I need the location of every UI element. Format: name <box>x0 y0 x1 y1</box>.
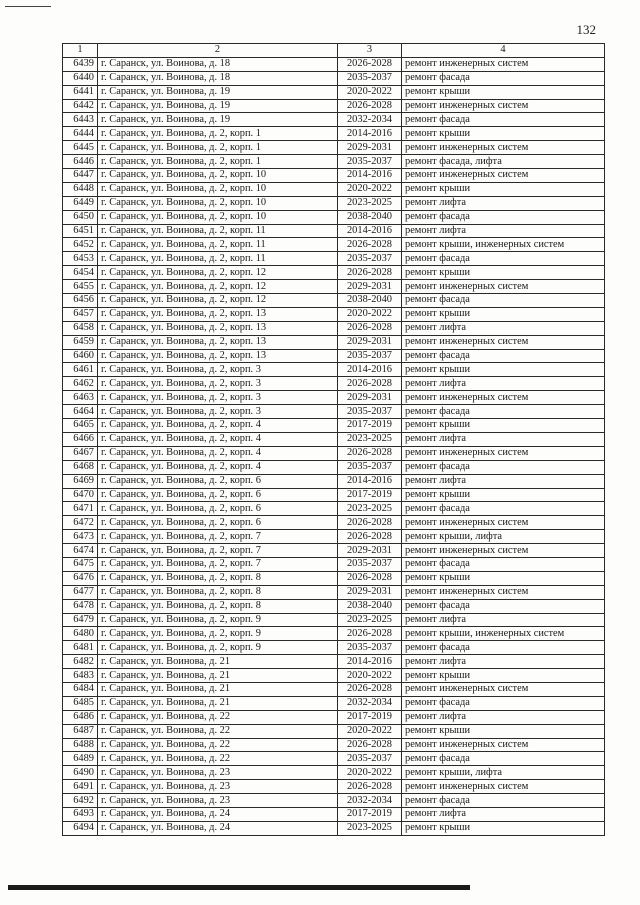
period-cell: 2035-2037 <box>338 71 402 85</box>
column-header-address: 2 <box>98 44 338 58</box>
work-type-cell: ремонт лифта <box>402 807 605 821</box>
address-cell: г. Саранск, ул. Воинова, д. 21 <box>98 696 338 710</box>
work-type-cell: ремонт фасада <box>402 71 605 85</box>
work-type-cell: ремонт лифта <box>402 432 605 446</box>
table-row <box>63 405 605 419</box>
table-row <box>63 446 605 460</box>
work-type-cell: ремонт крыши, инженерных систем <box>402 238 605 252</box>
work-type-cell: ремонт лифта <box>402 613 605 627</box>
table-row <box>63 335 605 349</box>
row-number: 6456 <box>63 294 98 308</box>
row-number: 6477 <box>63 585 98 599</box>
period-cell: 2023-2025 <box>338 613 402 627</box>
table-row <box>63 821 605 835</box>
address-cell: г. Саранск, ул. Воинова, д. 2, корп. 9 <box>98 627 338 641</box>
period-cell: 2017-2019 <box>338 419 402 433</box>
work-type-cell: ремонт фасада <box>402 210 605 224</box>
address-cell: г. Саранск, ул. Воинова, д. 22 <box>98 752 338 766</box>
address-cell: г. Саранск, ул. Воинова, д. 2, корп. 6 <box>98 488 338 502</box>
address-cell: г. Саранск, ул. Воинова, д. 2, корп. 12 <box>98 294 338 308</box>
address-cell: г. Саранск, ул. Воинова, д. 2, корп. 4 <box>98 460 338 474</box>
address-cell: г. Саранск, ул. Воинова, д. 2, корп. 11 <box>98 238 338 252</box>
period-cell: 2035-2037 <box>338 641 402 655</box>
row-number: 6483 <box>63 669 98 683</box>
table-row <box>63 557 605 571</box>
row-number: 6470 <box>63 488 98 502</box>
address-cell: г. Саранск, ул. Воинова, д. 2, корп. 1 <box>98 141 338 155</box>
row-number: 6461 <box>63 363 98 377</box>
period-cell: 2035-2037 <box>338 460 402 474</box>
work-type-cell: ремонт фасада <box>402 349 605 363</box>
period-cell: 2026-2028 <box>338 571 402 585</box>
address-cell: г. Саранск, ул. Воинова, д. 2, корп. 11 <box>98 252 338 266</box>
address-cell: г. Саранск, ул. Воинова, д. 23 <box>98 794 338 808</box>
work-type-cell: ремонт инженерных систем <box>402 682 605 696</box>
work-type-cell: ремонт инженерных систем <box>402 780 605 794</box>
period-cell: 2038-2040 <box>338 210 402 224</box>
address-cell: г. Саранск, ул. Воинова, д. 2, корп. 13 <box>98 349 338 363</box>
address-cell: г. Саранск, ул. Воинова, д. 2, корп. 7 <box>98 530 338 544</box>
period-cell: 2026-2028 <box>338 516 402 530</box>
work-type-cell: ремонт инженерных систем <box>402 446 605 460</box>
row-number: 6484 <box>63 682 98 696</box>
address-cell: г. Саранск, ул. Воинова, д. 22 <box>98 738 338 752</box>
period-cell: 2020-2022 <box>338 182 402 196</box>
address-cell: г. Саранск, ул. Воинова, д. 2, корп. 8 <box>98 571 338 585</box>
table-row <box>63 363 605 377</box>
table-row <box>63 238 605 252</box>
row-number: 6466 <box>63 432 98 446</box>
table-row <box>63 196 605 210</box>
period-cell: 2029-2031 <box>338 141 402 155</box>
row-number: 6490 <box>63 766 98 780</box>
table-row <box>63 460 605 474</box>
address-cell: г. Саранск, ул. Воинова, д. 2, корп. 12 <box>98 280 338 294</box>
period-cell: 2032-2034 <box>338 113 402 127</box>
address-cell: г. Саранск, ул. Воинова, д. 19 <box>98 113 338 127</box>
work-type-cell: ремонт крыши, инженерных систем <box>402 627 605 641</box>
address-cell: г. Саранск, ул. Воинова, д. 2, корп. 7 <box>98 557 338 571</box>
repair-schedule-table <box>62 43 605 836</box>
table-row <box>63 141 605 155</box>
table-row <box>63 794 605 808</box>
address-cell: г. Саранск, ул. Воинова, д. 2, корп. 3 <box>98 391 338 405</box>
period-cell: 2035-2037 <box>338 752 402 766</box>
table-row <box>63 544 605 558</box>
work-type-cell: ремонт фасада <box>402 641 605 655</box>
address-cell: г. Саранск, ул. Воинова, д. 2, корп. 13 <box>98 307 338 321</box>
row-number: 6474 <box>63 544 98 558</box>
table-row <box>63 210 605 224</box>
row-number: 6492 <box>63 794 98 808</box>
work-type-cell: ремонт фасада <box>402 113 605 127</box>
address-cell: г. Саранск, ул. Воинова, д. 2, корп. 8 <box>98 585 338 599</box>
column-header-work-type: 4 <box>402 44 605 58</box>
period-cell: 2032-2034 <box>338 696 402 710</box>
row-number: 6445 <box>63 141 98 155</box>
address-cell: г. Саранск, ул. Воинова, д. 24 <box>98 807 338 821</box>
row-number: 6479 <box>63 613 98 627</box>
table-row <box>63 155 605 169</box>
work-type-cell: ремонт крыши <box>402 266 605 280</box>
table-row <box>63 57 605 71</box>
address-cell: г. Саранск, ул. Воинова, д. 2, корп. 1 <box>98 155 338 169</box>
table-row <box>63 627 605 641</box>
table-row <box>63 780 605 794</box>
row-number: 6473 <box>63 530 98 544</box>
address-cell: г. Саранск, ул. Воинова, д. 18 <box>98 57 338 71</box>
period-cell: 2023-2025 <box>338 196 402 210</box>
row-number: 6453 <box>63 252 98 266</box>
period-cell: 2020-2022 <box>338 669 402 683</box>
work-type-cell: ремонт фасада <box>402 502 605 516</box>
row-number: 6493 <box>63 807 98 821</box>
work-type-cell: ремонт инженерных систем <box>402 99 605 113</box>
period-cell: 2029-2031 <box>338 391 402 405</box>
period-cell: 2029-2031 <box>338 585 402 599</box>
row-number: 6451 <box>63 224 98 238</box>
work-type-cell: ремонт фасада <box>402 294 605 308</box>
row-number: 6471 <box>63 502 98 516</box>
row-number: 6491 <box>63 780 98 794</box>
bottom-scan-edge <box>8 885 470 890</box>
work-type-cell: ремонт крыши <box>402 419 605 433</box>
period-cell: 2035-2037 <box>338 349 402 363</box>
period-cell: 2029-2031 <box>338 335 402 349</box>
address-cell: г. Саранск, ул. Воинова, д. 2, корп. 3 <box>98 377 338 391</box>
table-row <box>63 530 605 544</box>
table-row <box>63 752 605 766</box>
address-cell: г. Саранск, ул. Воинова, д. 2, корп. 11 <box>98 224 338 238</box>
work-type-cell: ремонт инженерных систем <box>402 57 605 71</box>
period-cell: 2020-2022 <box>338 766 402 780</box>
row-number: 6439 <box>63 57 98 71</box>
work-type-cell: ремонт крыши <box>402 307 605 321</box>
row-number: 6481 <box>63 641 98 655</box>
address-cell: г. Саранск, ул. Воинова, д. 23 <box>98 766 338 780</box>
table-row <box>63 807 605 821</box>
row-number: 6444 <box>63 127 98 141</box>
table-row <box>63 669 605 683</box>
address-cell: г. Саранск, ул. Воинова, д. 2, корп. 13 <box>98 321 338 335</box>
address-cell: г. Саранск, ул. Воинова, д. 22 <box>98 710 338 724</box>
table-row <box>63 724 605 738</box>
period-cell: 2035-2037 <box>338 155 402 169</box>
address-cell: г. Саранск, ул. Воинова, д. 2, корп. 10 <box>98 196 338 210</box>
address-cell: г. Саранск, ул. Воинова, д. 2, корп. 7 <box>98 544 338 558</box>
period-cell: 2026-2028 <box>338 780 402 794</box>
row-number: 6476 <box>63 571 98 585</box>
table-row <box>63 585 605 599</box>
period-cell: 2014-2016 <box>338 169 402 183</box>
address-cell: г. Саранск, ул. Воинова, д. 2, корп. 3 <box>98 405 338 419</box>
table-row <box>63 710 605 724</box>
row-number: 6465 <box>63 419 98 433</box>
table-row <box>63 766 605 780</box>
period-cell: 2020-2022 <box>338 724 402 738</box>
address-cell: г. Саранск, ул. Воинова, д. 21 <box>98 655 338 669</box>
row-number: 6440 <box>63 71 98 85</box>
column-header-period: 3 <box>338 44 402 58</box>
address-cell: г. Саранск, ул. Воинова, д. 2, корп. 9 <box>98 613 338 627</box>
period-cell: 2029-2031 <box>338 544 402 558</box>
period-cell: 2035-2037 <box>338 557 402 571</box>
table-row <box>63 474 605 488</box>
work-type-cell: ремонт инженерных систем <box>402 516 605 530</box>
column-header-number: 1 <box>63 44 98 58</box>
table-row <box>63 113 605 127</box>
table-row <box>63 71 605 85</box>
table-row <box>63 321 605 335</box>
address-cell: г. Саранск, ул. Воинова, д. 19 <box>98 85 338 99</box>
row-number: 6460 <box>63 349 98 363</box>
address-cell: г. Саранск, ул. Воинова, д. 2, корп. 6 <box>98 502 338 516</box>
table-row <box>63 419 605 433</box>
address-cell: г. Саранск, ул. Воинова, д. 18 <box>98 71 338 85</box>
row-number: 6457 <box>63 307 98 321</box>
period-cell: 2026-2028 <box>338 377 402 391</box>
work-type-cell: ремонт лифта <box>402 196 605 210</box>
row-number: 6441 <box>63 85 98 99</box>
work-type-cell: ремонт крыши <box>402 821 605 835</box>
row-number: 6488 <box>63 738 98 752</box>
row-number: 6446 <box>63 155 98 169</box>
row-number: 6480 <box>63 627 98 641</box>
work-type-cell: ремонт фасада <box>402 460 605 474</box>
period-cell: 2014-2016 <box>338 363 402 377</box>
address-cell: г. Саранск, ул. Воинова, д. 2, корп. 13 <box>98 335 338 349</box>
address-cell: г. Саранск, ул. Воинова, д. 2, корп. 4 <box>98 432 338 446</box>
work-type-cell: ремонт инженерных систем <box>402 335 605 349</box>
table-row <box>63 266 605 280</box>
row-number: 6450 <box>63 210 98 224</box>
work-type-cell: ремонт фасада <box>402 599 605 613</box>
row-number: 6467 <box>63 446 98 460</box>
period-cell: 2017-2019 <box>338 807 402 821</box>
period-cell: 2023-2025 <box>338 821 402 835</box>
period-cell: 2020-2022 <box>338 85 402 99</box>
table-row <box>63 682 605 696</box>
row-number: 6469 <box>63 474 98 488</box>
work-type-cell: ремонт крыши <box>402 571 605 585</box>
period-cell: 2029-2031 <box>338 280 402 294</box>
row-number: 6447 <box>63 169 98 183</box>
table-row <box>63 613 605 627</box>
table-row <box>63 294 605 308</box>
work-type-cell: ремонт инженерных систем <box>402 169 605 183</box>
period-cell: 2026-2028 <box>338 627 402 641</box>
address-cell: г. Саранск, ул. Воинова, д. 22 <box>98 724 338 738</box>
table-row <box>63 571 605 585</box>
address-cell: г. Саранск, ул. Воинова, д. 24 <box>98 821 338 835</box>
table-row <box>63 391 605 405</box>
table-row <box>63 599 605 613</box>
address-cell: г. Саранск, ул. Воинова, д. 2, корп. 3 <box>98 363 338 377</box>
table-row <box>63 696 605 710</box>
row-number: 6458 <box>63 321 98 335</box>
table-row <box>63 641 605 655</box>
row-number: 6452 <box>63 238 98 252</box>
period-cell: 2023-2025 <box>338 432 402 446</box>
table-row <box>63 738 605 752</box>
row-number: 6489 <box>63 752 98 766</box>
address-cell: г. Саранск, ул. Воинова, д. 2, корп. 8 <box>98 599 338 613</box>
table-row <box>63 307 605 321</box>
period-cell: 2032-2034 <box>338 794 402 808</box>
table-row <box>63 432 605 446</box>
table-row <box>63 502 605 516</box>
row-number: 6486 <box>63 710 98 724</box>
table-row <box>63 127 605 141</box>
table-row <box>63 488 605 502</box>
period-cell: 2017-2019 <box>338 488 402 502</box>
address-cell: г. Саранск, ул. Воинова, д. 23 <box>98 780 338 794</box>
work-type-cell: ремонт лифта <box>402 224 605 238</box>
row-number: 6468 <box>63 460 98 474</box>
row-number: 6482 <box>63 655 98 669</box>
period-cell: 2026-2028 <box>338 738 402 752</box>
row-number: 6485 <box>63 696 98 710</box>
address-cell: г. Саранск, ул. Воинова, д. 2, корп. 12 <box>98 266 338 280</box>
row-number: 6454 <box>63 266 98 280</box>
period-cell: 2014-2016 <box>338 655 402 669</box>
period-cell: 2038-2040 <box>338 599 402 613</box>
table-row <box>63 280 605 294</box>
table-row <box>63 252 605 266</box>
work-type-cell: ремонт лифта <box>402 655 605 669</box>
period-cell: 2026-2028 <box>338 99 402 113</box>
table-row <box>63 516 605 530</box>
period-cell: 2026-2028 <box>338 446 402 460</box>
work-type-cell: ремонт лифта <box>402 474 605 488</box>
work-type-cell: ремонт крыши, лифта <box>402 766 605 780</box>
work-type-cell: ремонт лифта <box>402 321 605 335</box>
work-type-cell: ремонт крыши <box>402 363 605 377</box>
period-cell: 2026-2028 <box>338 57 402 71</box>
row-number: 6462 <box>63 377 98 391</box>
work-type-cell: ремонт фасада <box>402 752 605 766</box>
period-cell: 2020-2022 <box>338 307 402 321</box>
work-type-cell: ремонт инженерных систем <box>402 585 605 599</box>
work-type-cell: ремонт инженерных систем <box>402 141 605 155</box>
row-number: 6487 <box>63 724 98 738</box>
address-cell: г. Саранск, ул. Воинова, д. 2, корп. 6 <box>98 516 338 530</box>
top-margin-rule <box>5 6 51 7</box>
table-row <box>63 99 605 113</box>
work-type-cell: ремонт крыши, лифта <box>402 530 605 544</box>
period-cell: 2026-2028 <box>338 266 402 280</box>
table-row <box>63 377 605 391</box>
work-type-cell: ремонт фасада <box>402 405 605 419</box>
row-number: 6494 <box>63 821 98 835</box>
work-type-cell: ремонт лифта <box>402 377 605 391</box>
work-type-cell: ремонт крыши <box>402 669 605 683</box>
work-type-cell: ремонт крыши <box>402 724 605 738</box>
table-body <box>63 57 605 835</box>
row-number: 6449 <box>63 196 98 210</box>
address-cell: г. Саранск, ул. Воинова, д. 2, корп. 1 <box>98 127 338 141</box>
period-cell: 2038-2040 <box>338 294 402 308</box>
address-cell: г. Саранск, ул. Воинова, д. 2, корп. 9 <box>98 641 338 655</box>
table-row <box>63 182 605 196</box>
period-cell: 2035-2037 <box>338 405 402 419</box>
table-row <box>63 224 605 238</box>
work-type-cell: ремонт инженерных систем <box>402 544 605 558</box>
address-cell: г. Саранск, ул. Воинова, д. 2, корп. 10 <box>98 210 338 224</box>
work-type-cell: ремонт крыши <box>402 488 605 502</box>
row-number: 6478 <box>63 599 98 613</box>
address-cell: г. Саранск, ул. Воинова, д. 2, корп. 10 <box>98 169 338 183</box>
table-row <box>63 349 605 363</box>
address-cell: г. Саранск, ул. Воинова, д. 2, корп. 4 <box>98 446 338 460</box>
period-cell: 2035-2037 <box>338 252 402 266</box>
work-type-cell: ремонт фасада <box>402 252 605 266</box>
work-type-cell: ремонт фасада, лифта <box>402 155 605 169</box>
row-number: 6443 <box>63 113 98 127</box>
work-type-cell: ремонт лифта <box>402 710 605 724</box>
work-type-cell: ремонт крыши <box>402 127 605 141</box>
address-cell: г. Саранск, ул. Воинова, д. 2, корп. 4 <box>98 419 338 433</box>
address-cell: г. Саранск, ул. Воинова, д. 2, корп. 10 <box>98 182 338 196</box>
period-cell: 2023-2025 <box>338 502 402 516</box>
work-type-cell: ремонт инженерных систем <box>402 280 605 294</box>
work-type-cell: ремонт крыши <box>402 182 605 196</box>
address-cell: г. Саранск, ул. Воинова, д. 2, корп. 6 <box>98 474 338 488</box>
period-cell: 2014-2016 <box>338 474 402 488</box>
period-cell: 2026-2028 <box>338 321 402 335</box>
period-cell: 2014-2016 <box>338 127 402 141</box>
address-cell: г. Саранск, ул. Воинова, д. 21 <box>98 669 338 683</box>
row-number: 6442 <box>63 99 98 113</box>
work-type-cell: ремонт крыши <box>402 85 605 99</box>
work-type-cell: ремонт инженерных систем <box>402 391 605 405</box>
row-number: 6463 <box>63 391 98 405</box>
period-cell: 2026-2028 <box>338 238 402 252</box>
work-type-cell: ремонт фасада <box>402 794 605 808</box>
row-number: 6464 <box>63 405 98 419</box>
address-cell: г. Саранск, ул. Воинова, д. 19 <box>98 99 338 113</box>
row-number: 6448 <box>63 182 98 196</box>
row-number: 6455 <box>63 280 98 294</box>
table-row <box>63 169 605 183</box>
address-cell: г. Саранск, ул. Воинова, д. 21 <box>98 682 338 696</box>
table-row <box>63 85 605 99</box>
period-cell: 2017-2019 <box>338 710 402 724</box>
period-cell: 2026-2028 <box>338 530 402 544</box>
table-row <box>63 655 605 669</box>
row-number: 6475 <box>63 557 98 571</box>
table-header-row <box>63 44 605 58</box>
period-cell: 2026-2028 <box>338 682 402 696</box>
work-type-cell: ремонт инженерных систем <box>402 738 605 752</box>
work-type-cell: ремонт фасада <box>402 557 605 571</box>
page-number: 132 <box>576 22 596 37</box>
row-number: 6459 <box>63 335 98 349</box>
work-type-cell: ремонт фасада <box>402 696 605 710</box>
period-cell: 2014-2016 <box>338 224 402 238</box>
row-number: 6472 <box>63 516 98 530</box>
